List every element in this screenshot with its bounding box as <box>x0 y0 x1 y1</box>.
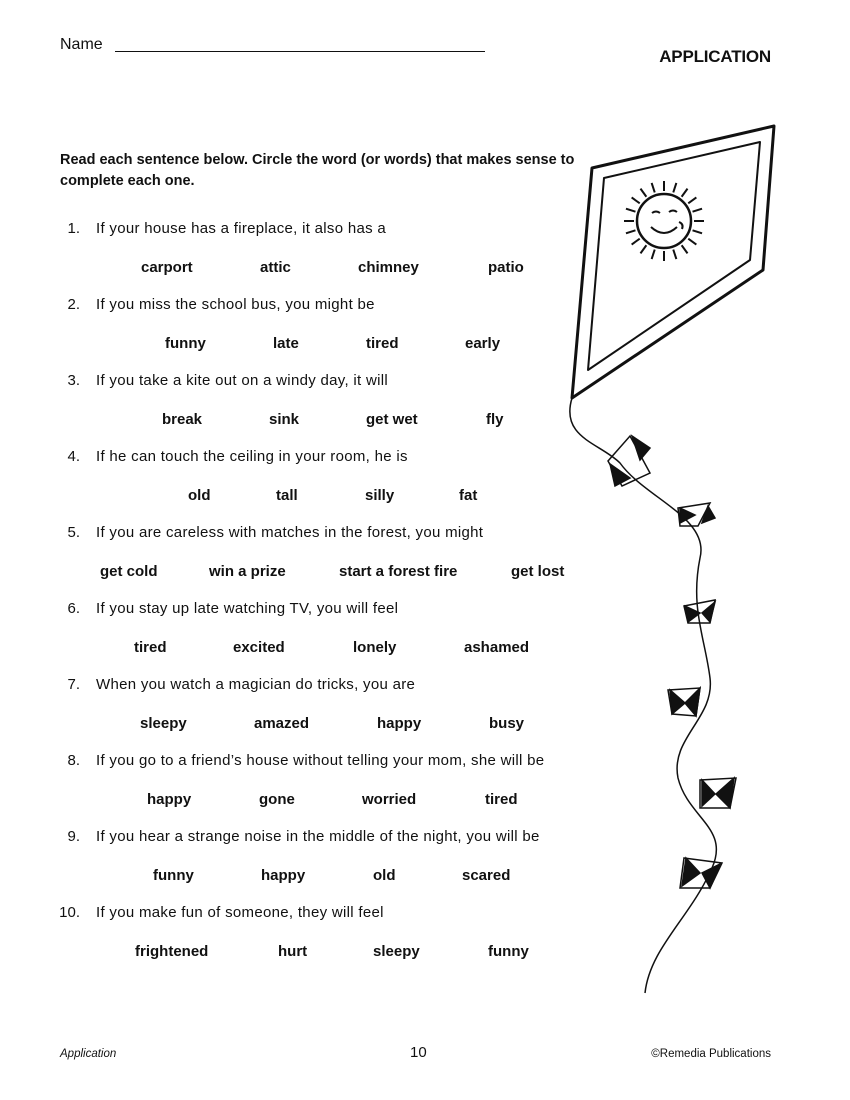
answer-choice[interactable]: late <box>273 335 299 352</box>
kite-with-sun-icon <box>560 118 790 998</box>
sun-ray <box>693 230 703 233</box>
question-number: 1. <box>67 220 80 237</box>
answer-choice[interactable]: gone <box>259 791 295 808</box>
answer-choice[interactable]: sleepy <box>373 943 420 960</box>
footer-label: Application <box>60 1048 117 1060</box>
sun-ray <box>682 245 688 253</box>
question-text: If you stay up late watching TV, you will feel <box>96 600 399 617</box>
answer-choice[interactable]: amazed <box>254 715 310 732</box>
answer-choice[interactable]: busy <box>489 715 525 732</box>
answer-choice[interactable]: silly <box>365 487 395 504</box>
answer-choice[interactable]: get cold <box>100 563 158 580</box>
question-number: 4. <box>67 448 80 465</box>
question-number: 7. <box>67 676 80 693</box>
answer-choice[interactable]: start a forest fire <box>339 563 458 580</box>
sun-ray <box>626 209 636 212</box>
answer-choice[interactable]: win a prize <box>209 563 286 580</box>
copyright: ©Remedia Publications <box>651 1048 771 1060</box>
sun-ray <box>688 197 696 203</box>
sun-ray <box>652 250 655 260</box>
instructions: Read each sentence below. Circle the word (or words) that makes sense to complete each one. <box>60 152 575 189</box>
answer-choice[interactable]: lonely <box>353 639 397 656</box>
sun-ray <box>673 250 676 260</box>
question-number: 6. <box>67 600 80 617</box>
answer-choice[interactable]: happy <box>261 867 306 884</box>
name-field-line[interactable] <box>115 51 485 52</box>
question-number: 3. <box>67 372 80 389</box>
question-text: If you hear a strange noise in the middle of the night, you will be <box>96 828 540 845</box>
sun-ray <box>640 189 646 197</box>
answer-choice[interactable]: scared <box>462 867 511 884</box>
sun-ray <box>626 230 636 233</box>
sun-ray <box>673 183 676 193</box>
answer-choice[interactable]: tired <box>366 335 399 352</box>
answer-choice[interactable]: old <box>188 487 211 504</box>
question-text: If you go to a friend’s house without telling your mom, she will be <box>96 752 545 769</box>
answer-choice[interactable]: tired <box>485 791 518 808</box>
answer-choice[interactable]: excited <box>233 639 285 656</box>
sun-ray <box>693 209 703 212</box>
section-title: APPLICATION <box>659 47 771 66</box>
sun-ray <box>688 239 696 245</box>
answer-choice[interactable]: early <box>465 335 501 352</box>
answer-choice[interactable]: carport <box>141 259 193 276</box>
question-number: 2. <box>67 296 80 313</box>
sun-ray <box>682 189 688 197</box>
answer-choice[interactable]: happy <box>147 791 192 808</box>
answer-choice[interactable]: tired <box>134 639 167 656</box>
answer-choice[interactable]: get wet <box>366 411 418 428</box>
question-text: If you take a kite out on a windy day, it will <box>96 372 388 389</box>
page-number: 10 <box>410 1044 427 1061</box>
question-number: 5. <box>67 524 80 541</box>
answer-choice[interactable]: funny <box>488 943 529 960</box>
answer-choice[interactable]: worried <box>362 791 417 808</box>
answer-choice[interactable]: hurt <box>278 943 308 960</box>
sun-ray <box>632 197 640 203</box>
answer-choice[interactable]: funny <box>165 335 206 352</box>
answer-choice[interactable]: patio <box>488 259 524 276</box>
answer-choice[interactable]: ashamed <box>464 639 530 656</box>
answer-choice[interactable]: fly <box>486 411 504 428</box>
sun-ray <box>640 245 646 253</box>
answer-choice[interactable]: chimney <box>358 259 419 276</box>
question-number: 8. <box>67 752 80 769</box>
answer-choice[interactable]: frightened <box>135 943 209 960</box>
question-number: 9. <box>67 828 80 845</box>
question-text: When you watch a magician do tricks, you are <box>96 676 416 693</box>
answer-choice[interactable]: get lost <box>511 563 565 580</box>
answer-choice[interactable]: attic <box>260 259 291 276</box>
answer-choice[interactable]: fat <box>459 487 478 504</box>
sun-ray <box>652 183 655 193</box>
question-text: If your house has a fireplace, it also has a <box>96 220 387 237</box>
answer-choice[interactable]: tall <box>276 487 298 504</box>
question-text: If you miss the school bus, you might be <box>96 296 375 313</box>
question-text: If you make fun of someone, they will feel <box>96 904 384 921</box>
answer-choice[interactable]: break <box>162 411 203 428</box>
answer-choice[interactable]: sink <box>269 411 300 428</box>
question-text: If you are careless with matches in the forest, you might <box>96 524 484 541</box>
answer-choice[interactable]: funny <box>153 867 194 884</box>
sun-ray <box>632 239 640 245</box>
name-label: Name <box>60 36 103 53</box>
answer-choice[interactable]: old <box>373 867 396 884</box>
question-text: If he can touch the ceiling in your room, he is <box>96 448 408 465</box>
answer-choice[interactable]: happy <box>377 715 422 732</box>
answer-choice[interactable]: sleepy <box>140 715 187 732</box>
question-number: 10. <box>59 904 80 921</box>
